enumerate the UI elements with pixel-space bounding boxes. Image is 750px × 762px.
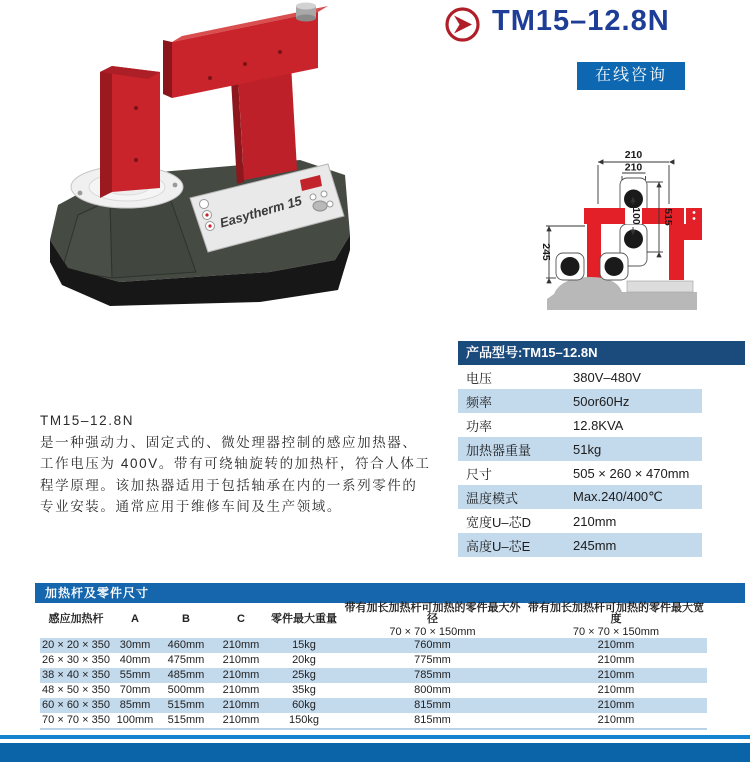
size-table: [40, 603, 707, 730]
table-row: 38 × 40 × 350 55mm 485mm 210mm 25kg 785mm 210mm: [40, 668, 707, 683]
spec-row: 功率 12.8KVA: [466, 417, 624, 434]
table-row: 60 × 60 × 350 85mm 515mm 210mm 60kg 815mm 210mm: [40, 698, 707, 713]
spec-row: 加热器重量 51kg: [458, 437, 702, 461]
brand-label: Easytherm 15: [218, 192, 304, 231]
spec-row: 宽度U–芯D 210mm: [466, 513, 617, 530]
col-header: C: [237, 613, 245, 625]
col-header: B: [182, 613, 190, 625]
dim-bore-height: 100: [630, 207, 642, 225]
arrow-badge-icon: [444, 6, 481, 43]
description-body: 是一种强动力、固定式的、微处理器控制的感应加热器、工作电压为 400V。带有可绕轴旋转的加热杆，符合人体工程学原理。该加热器适用于包括轴承在内的一系列零件的专业安装。通常应用于维修车间及生产领域。: [40, 434, 431, 514]
col-header: 感应加热杆: [48, 613, 104, 625]
product-photo: [0, 0, 440, 345]
table-row: 26 × 30 × 350 40mm 475mm 210mm 20kg 775mm 210mm: [42, 654, 635, 666]
table-row: 20 × 20 × 350 30mm 460mm 210mm 15kg 760mm 210mm: [40, 638, 707, 653]
spec-row: 高度U–芯E 245mm: [458, 533, 702, 557]
dim-height-total: 515: [662, 208, 674, 226]
col-header: 带有加长加热杆可加热的零件最大外径 70 × 70 × 150mm: [344, 602, 521, 638]
consult-button[interactable]: 在线咨询: [577, 62, 685, 90]
col-header: 零件最大重量: [271, 613, 337, 625]
spec-row: 频率 50or60Hz: [458, 389, 702, 413]
dim-inner-width: 210: [624, 161, 643, 174]
page-title: TM15–12.8N: [492, 5, 670, 37]
spec-table-header: 产品型号:TM15–12.8N: [458, 341, 745, 365]
table-row: 70 × 70 × 350 100mm 515mm 210mm 150kg 815mm 210mm: [40, 713, 707, 729]
dim-height-left: 245: [540, 243, 552, 261]
size-table-title: 加热杆及零件尺寸: [35, 583, 745, 603]
spec-row: 温度模式 Max.240/400℃: [458, 485, 702, 509]
dim-top-width: 210: [624, 149, 643, 161]
yoke-post: [100, 66, 160, 198]
dimension-diagram: [532, 142, 744, 327]
pivot-knob: [296, 3, 316, 22]
spec-row: 电压 380V–480V: [466, 369, 641, 386]
product-description: [40, 410, 432, 518]
table-row: 48 × 50 × 350 70mm 500mm 210mm 35kg 800mm 210mm: [42, 684, 635, 696]
size-table-head: [40, 603, 707, 638]
description-title: TM15–12.8N: [40, 413, 135, 428]
spec-table: [458, 365, 702, 557]
col-header: 带有加长加热杆可加热的零件最大宽度 70 × 70 × 150mm: [528, 602, 704, 638]
spec-row: 尺寸 505 × 260 × 470mm: [466, 465, 690, 482]
footer-bar: [0, 743, 750, 762]
col-header: A: [131, 613, 139, 625]
footer-accent-bar: [0, 735, 750, 739]
